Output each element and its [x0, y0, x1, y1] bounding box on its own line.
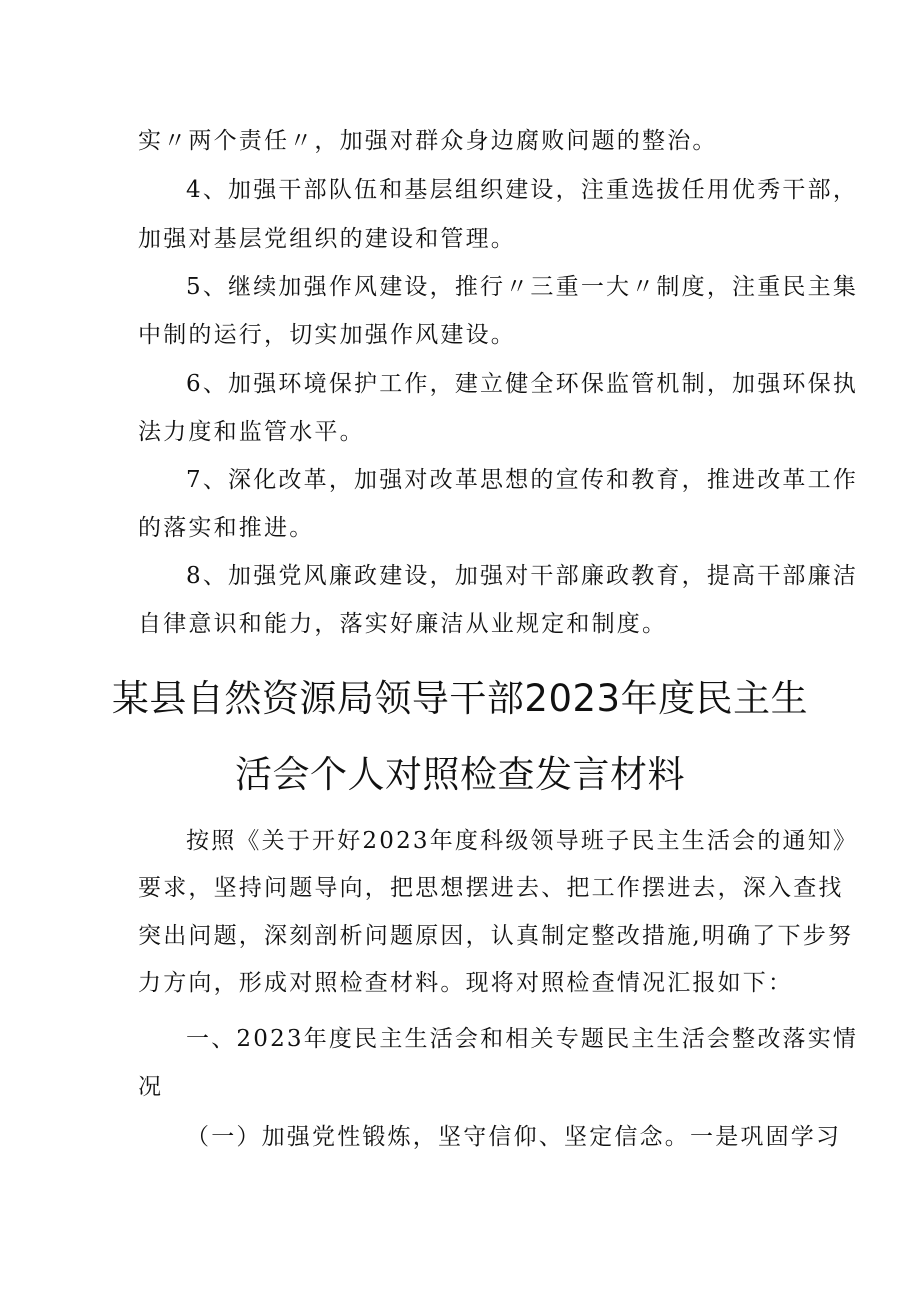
list-item-6-line-1: 6、加强环境保护工作，建立健全环保监管机制，加强环保执	[186, 371, 859, 397]
document-title-line-1: 某县自然资源局领导干部2023年度民主生	[111, 677, 809, 720]
list-item-8-line-1: 8、加强党风廉政建设，加强对干部廉政教育，提高干部廉洁	[186, 563, 859, 589]
section-heading-line-1: 一、2023年度民主生活会和相关专题民主生活会整改落实情	[186, 1026, 859, 1052]
document-title-line-2: 活会个人对照检查发言材料	[235, 753, 685, 796]
list-item-5-line-1: 5、继续加强作风建设，推行〃三重一大〃制度，注重民主集	[186, 274, 859, 300]
text-line: 实〃两个责任〃，加强对群众身边腐败问题的整治。	[138, 128, 718, 154]
body-paragraph-1-line-2: 要求，坚持问题导向，把思想摆进去、把工作摆进去，深入查找	[138, 875, 844, 901]
body-paragraph-1-line-3: 突出问题，深刻剖析问题原因，认真制定整改措施,明确了下步努	[138, 923, 854, 949]
subsection-heading: （一）加强党性锻炼，坚守信仰、坚定信念。一是巩固学习	[186, 1124, 842, 1150]
section-heading-line-2: 况	[138, 1074, 164, 1100]
list-item-8-line-2: 自律意识和能力，落实好廉洁从业规定和制度。	[138, 611, 668, 637]
list-item-4-line-1: 4、加强干部队伍和基层组织建设，注重选拔任用优秀干部，	[186, 177, 859, 203]
body-paragraph-1-line-4: 力方向，形成对照检查材料。现将对照检查情况汇报如下：	[138, 970, 794, 996]
body-paragraph-1-line-1: 按照《关于开好2023年度科级领导班子民主生活会的通知》	[186, 828, 859, 854]
list-item-5-line-2: 中制的运行，切实加强作风建设。	[138, 322, 516, 348]
list-item-4-line-2: 加强对基层党组织的建设和管理。	[138, 226, 516, 252]
list-item-6-line-2: 法力度和监管水平。	[138, 419, 365, 445]
list-item-7-line-1: 7、深化改革，加强对改革思想的宣传和教育，推进改革工作	[186, 467, 859, 493]
list-item-7-line-2: 的落实和推进。	[138, 515, 315, 541]
